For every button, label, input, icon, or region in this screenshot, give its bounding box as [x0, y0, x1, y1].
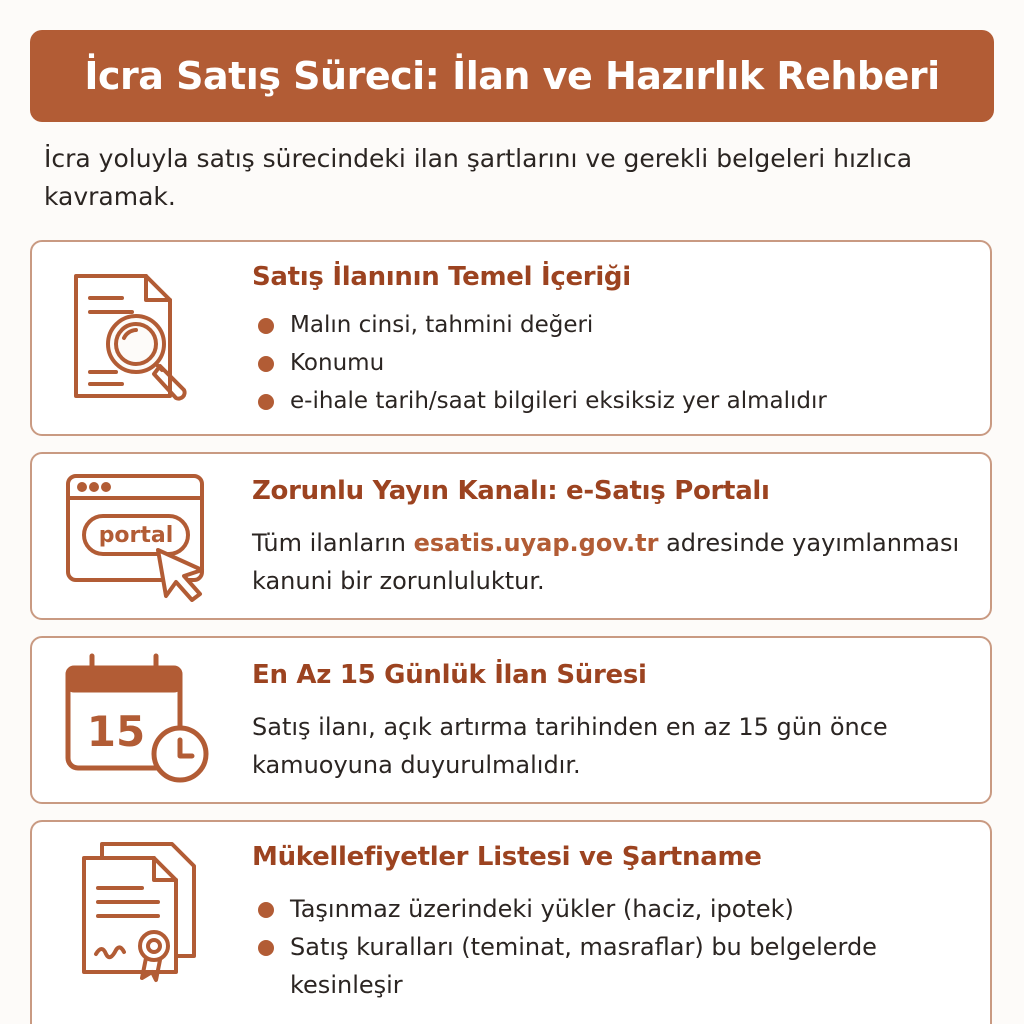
- certificate-documents-icon: [62, 838, 212, 988]
- list-item: Konumu: [252, 344, 980, 382]
- section-text: Tüm ilanların esatis.uyap.gov.tr adresinde yayımlanması kanuni bir zorunluluktur.: [252, 529, 960, 595]
- intro-text: İcra yoluyla satış sürecindeki ilan şartlarını ve gerekli belgeleri hızlıca kavramak.: [44, 144, 913, 211]
- bullet-list: [252, 890, 980, 1004]
- section-card-ilan-suresi: [30, 636, 992, 804]
- calendar-day-label: 15: [86, 707, 146, 756]
- title-banner: [30, 30, 994, 122]
- portal-browser-icon: [62, 472, 212, 602]
- document-search-icon: [62, 268, 202, 408]
- list-item: Taşınmaz üzerindeki yükler (haciz, ipotek): [252, 890, 980, 928]
- section-title: Zorunlu Yayın Kanalı: e-Satış Portalı: [252, 476, 770, 506]
- portal-url: esatis.uyap.gov.tr: [413, 529, 659, 557]
- section-card-ilan-icerigi: [30, 240, 992, 436]
- section-card-esatis-portali: [30, 452, 992, 620]
- bullet-list: [252, 306, 980, 420]
- page-title: İcra Satış Süreci: İlan ve Hazırlık Rehberi: [84, 54, 940, 98]
- list-item: Malın cinsi, tahmini değeri: [252, 306, 980, 344]
- portal-label: portal: [98, 523, 174, 548]
- list-item: Satış kuralları (teminat, masraflar) bu belgelerde kesinleşir: [252, 928, 980, 1004]
- calendar-clock-icon: [62, 650, 212, 790]
- section-card-sartname: [30, 820, 992, 1024]
- section-title: Mükellefiyetler Listesi ve Şartname: [252, 842, 762, 872]
- section-title: En Az 15 Günlük İlan Süresi: [252, 660, 647, 690]
- section-text: Satış ilanı, açık artırma tarihinden en az 15 gün önce kamuoyuna duyurulmalıdır.: [252, 713, 888, 779]
- list-item: e-ihale tarih/saat bilgileri eksiksiz yer almalıdır: [252, 382, 980, 420]
- section-title: Satış İlanının Temel İçeriği: [252, 262, 631, 292]
